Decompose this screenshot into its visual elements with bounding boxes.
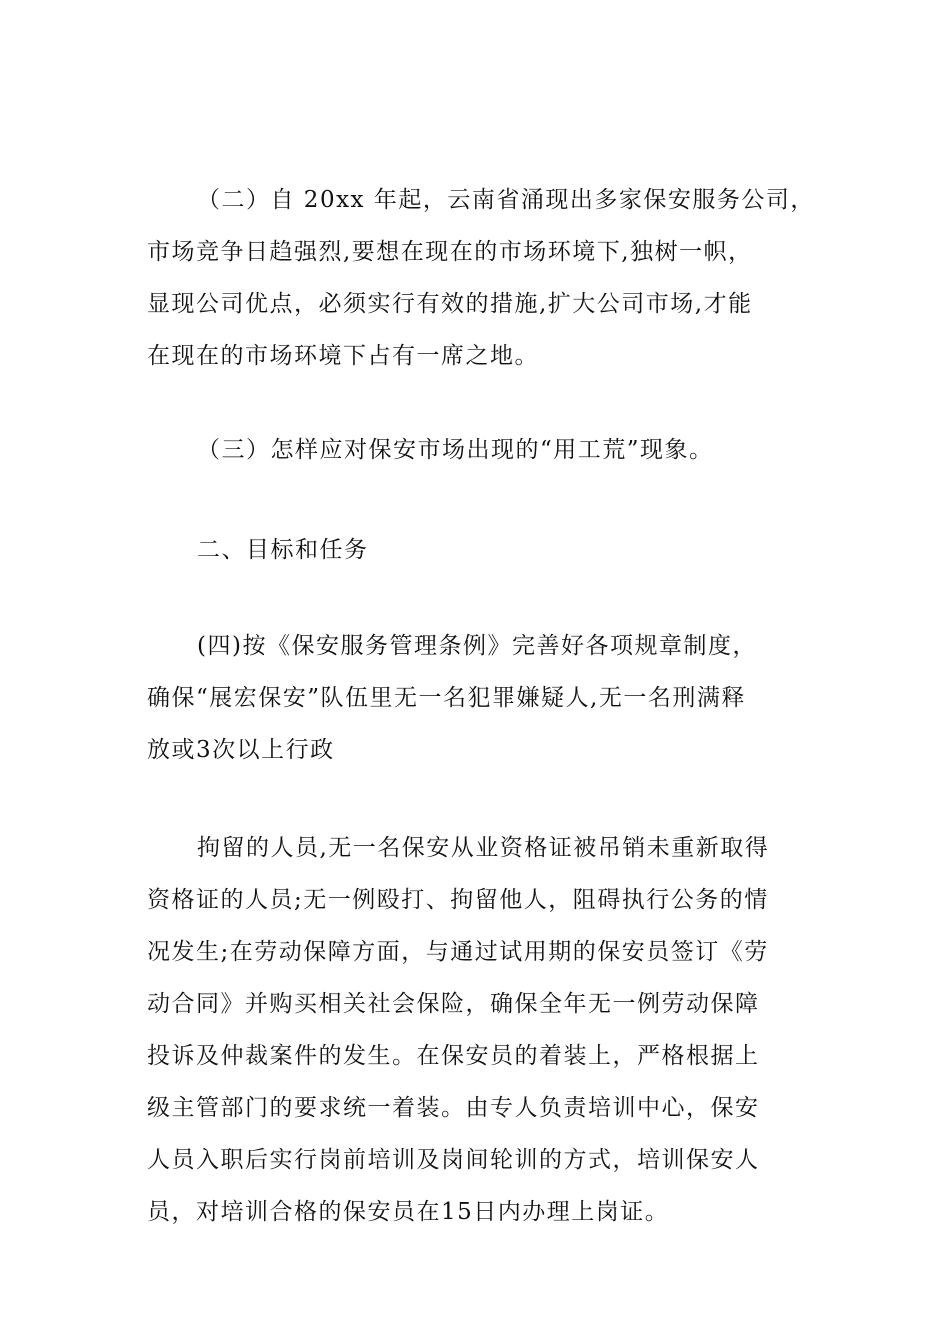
text-line: 人员入职后实行岗前培训及岗间轮训的方式，培训保安人 (147, 1147, 760, 1173)
paragraph-regulations (147, 620, 787, 776)
text-line: （三）怎样应对保安市场出现的“用工荒”现象。 (197, 437, 714, 463)
paragraph-labor-shortage (147, 424, 787, 476)
paragraph-market-competition (147, 174, 815, 382)
text-line: 在现在的市场环境下占有一席之地。 (147, 343, 539, 369)
text-line: 员，对培训合格的保安员在15日内办理上岗证。 (147, 1199, 670, 1225)
text-line: （二）自 20xx 年起，云南省涌现出多家保安服务公司， (197, 187, 815, 213)
text-line: 投诉及仲裁案件的发生。在保安员的着装上，严格根据上 (147, 1043, 760, 1069)
text-line: 拘留的人员,无一名保安从业资格证被吊销未重新取得 (197, 835, 770, 861)
text-line: 市场竞争日趋强烈,要想在现在的市场环境下,独树一帜， (147, 239, 753, 265)
text-line: 显现公司优点，必须实行有效的措施,扩大公司市场,才能 (147, 291, 753, 317)
paragraph-detention-and-training (147, 822, 787, 1238)
text-line: 况发生;在劳动保障方面，与通过试用期的保安员签订《劳 (147, 939, 769, 965)
text-line: 确保“展宏保安”队伍里无一名犯罪嫌疑人,无一名刑满释 (147, 685, 746, 711)
section-heading: 二、目标和任务 (197, 537, 369, 563)
section-heading-goals (147, 524, 787, 576)
text-line: 级主管部门的要求统一着装。由专人负责培训中心，保安 (147, 1095, 760, 1121)
text-line: 动合同》并购买相关社会保险，确保全年无一例劳动保障 (147, 991, 760, 1017)
text-line: 放或3次以上行政 (147, 737, 335, 763)
text-line: 资格证的人员;无一例殴打、拘留他人，阻碍执行公务的情 (147, 887, 769, 913)
text-line: (四)按《保安服务管理条例》完善好各项规章制度， (197, 633, 757, 659)
